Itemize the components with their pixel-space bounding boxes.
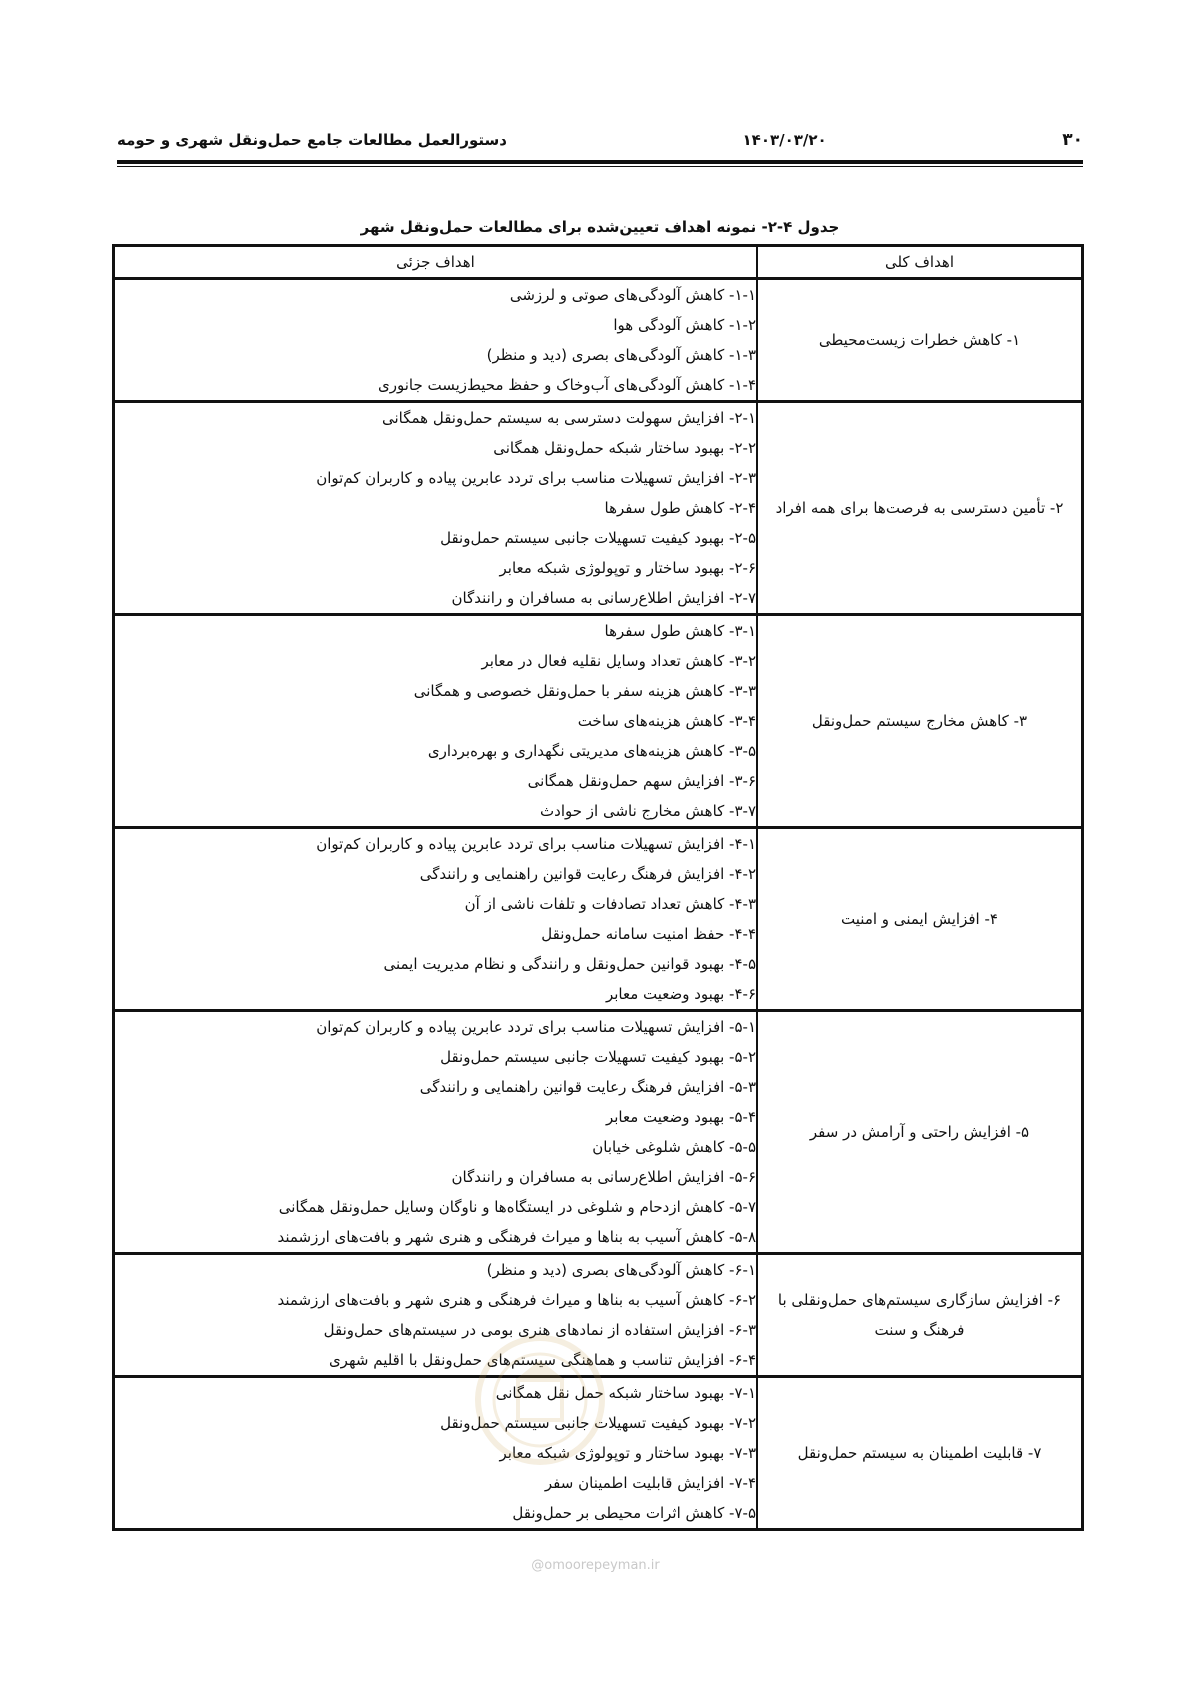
detail-goal-item: ۶-۴- افزایش تناسب و هماهنگی سیستم‌های حمل‌ونقل با اقلیم شهری	[328, 1351, 756, 1369]
detail-goals-cell	[114, 279, 758, 402]
table-row	[114, 1377, 1083, 1530]
detail-goals-cell	[114, 1011, 758, 1254]
detail-goal-item: ۲-۶- بهبود ساختار و توپولوژی شبکه معابر	[499, 559, 756, 577]
detail-goals-cell	[114, 1254, 758, 1377]
detail-goal-item: ۲-۲- بهبود ساختار شبکه حمل‌ونقل همگانی	[493, 439, 756, 457]
table-row	[114, 402, 1083, 615]
detail-goal-item: ۴-۶- بهبود وضعیت معابر	[605, 985, 756, 1003]
table-caption: جدول ۴-۲- نمونه اهداف تعیین‌شده برای مطالعات حمل‌ونقل شهر	[360, 218, 840, 236]
general-goal-cell: ۵- افزایش راحتی و آرامش در سفر	[757, 1011, 1083, 1254]
general-goal-cell: ۷- قابلیت اطمینان به سیستم حمل‌ونقل	[757, 1377, 1083, 1530]
detail-goal-item: ۲-۴- کاهش طول سفرها	[604, 499, 756, 517]
detail-goal-item: ۴-۵- بهبود قوانین حمل‌ونقل و رانندگی و نظام مدیریت ایمنی	[383, 955, 756, 973]
detail-goal-item: ۱-۲- کاهش آلودگی هوا	[613, 316, 756, 334]
detail-goal-item: ۵-۳- افزایش فرهنگ رعایت قوانین راهنمایی و رانندگی	[419, 1078, 756, 1096]
detail-goal-item: ۷-۲- بهبود کیفیت تسهیلات جانبی سیستم حمل‌ونقل	[440, 1414, 756, 1432]
header-date: ۱۴۰۳/۰۳/۲۰	[742, 131, 827, 149]
detail-goal-item: ۶-۱- کاهش آلودگی‌های بصری (دید و منظر)	[486, 1261, 756, 1279]
detail-goal-item: ۱-۳- کاهش آلودگی‌های بصری (دید و منظر)	[486, 346, 756, 364]
detail-goals-cell	[114, 402, 758, 615]
table-row	[114, 828, 1083, 1011]
general-goal-cell: ۶- افزایش سازگاری سیستم‌های حمل‌ونقلی با فرهنگ و سنت	[757, 1254, 1083, 1377]
detail-goal-item: ۲-۵- بهبود کیفیت تسهیلات جانبی سیستم حمل‌ونقل	[440, 529, 756, 547]
detail-goal-item: ۳-۴- کاهش هزینه‌های ساخت	[577, 712, 756, 730]
header-rule-thick	[117, 160, 1083, 164]
detail-goal-item: ۵-۱- افزایش تسهیلات مناسب برای تردد عابرین پیاده و کاربران کم‌توان	[316, 1018, 756, 1036]
detail-goal-item: ۳-۶- افزایش سهم حمل‌ونقل همگانی	[527, 772, 756, 790]
detail-goal-item: ۱-۱- کاهش آلودگی‌های صوتی و لرزشی	[509, 286, 756, 304]
detail-goal-item: ۲-۳- افزایش تسهیلات مناسب برای تردد عابرین پیاده و کاربران کم‌توان	[316, 469, 756, 487]
detail-goal-item: ۵-۲- بهبود کیفیت تسهیلات جانبی سیستم حمل‌ونقل	[440, 1048, 756, 1066]
general-goal-cell: ۳- کاهش مخارج سیستم حمل‌ونقل	[757, 615, 1083, 828]
general-goal-cell: ۱- کاهش خطرات زیست‌محیطی	[757, 279, 1083, 402]
goals-table	[112, 244, 1084, 1531]
detail-goal-item: ۳-۲- کاهش تعداد وسایل نقلیه فعال در معابر	[481, 652, 756, 670]
page-number: ۳۰	[1062, 130, 1083, 150]
detail-goal-item: ۳-۷- کاهش مخارج ناشی از حوادث	[540, 802, 756, 820]
table-row	[114, 1011, 1083, 1254]
detail-goal-item: ۵-۴- بهبود وضعیت معابر	[605, 1108, 756, 1126]
header-detail-goals: اهداف جزئی	[114, 246, 758, 279]
watermark-text: @omoorepeyman.ir	[531, 1558, 660, 1573]
detail-goal-item: ۵-۶- افزایش اطلاع‌رسانی به مسافران و رانندگان	[451, 1168, 756, 1186]
detail-goal-item: ۱-۴- کاهش آلودگی‌های آب‌وخاک و حفظ محیط‌زیست جانوری	[377, 376, 756, 394]
table-row	[114, 1254, 1083, 1377]
detail-goal-item: ۲-۱- افزایش سهولت دسترسی به سیستم حمل‌ونقل همگانی	[381, 409, 756, 427]
table-row	[114, 615, 1083, 828]
page-header	[117, 128, 1083, 152]
detail-goal-item: ۴-۳- کاهش تعداد تصادفات و تلفات ناشی از آن	[464, 895, 756, 913]
detail-goal-item: ۶-۲- کاهش آسیب به بناها و میراث فرهنگی و هنری شهر و بافت‌های ارزشمند	[277, 1291, 756, 1309]
detail-goal-item: ۳-۳- کاهش هزینه سفر با حمل‌ونقل خصوصی و همگانی	[413, 682, 756, 700]
document-title: دستورالعمل مطالعات جامع حمل‌ونقل شهری و حومه	[117, 131, 507, 149]
detail-goal-item: ۵-۷- کاهش ازدحام و شلوغی در ایستگاه‌ها و ناوگان وسایل حمل‌ونقل همگانی	[278, 1198, 756, 1216]
detail-goal-item: ۵-۵- کاهش شلوغی خیابان	[592, 1138, 756, 1156]
header-general-goals: اهداف کلی	[757, 246, 1083, 279]
detail-goal-item: ۷-۱- بهبود ساختار شبکه حمل نقل همگانی	[495, 1384, 756, 1402]
detail-goal-item: ۷-۳- بهبود ساختار و توپولوژی شبکه معابر	[499, 1444, 756, 1462]
detail-goals-cell	[114, 615, 758, 828]
general-goal-cell: ۴- افزایش ایمنی و امنیت	[757, 828, 1083, 1011]
detail-goal-item: ۷-۵- کاهش اثرات محیطی بر حمل‌ونقل	[512, 1504, 756, 1522]
detail-goals-cell	[114, 828, 758, 1011]
detail-goal-item: ۷-۴- افزایش قابلیت اطمینان سفر	[544, 1474, 756, 1492]
detail-goal-item: ۵-۸- کاهش آسیب به بناها و میراث فرهنگی و هنری شهر و بافت‌های ارزشمند	[277, 1228, 756, 1246]
table-body	[114, 279, 1083, 1530]
detail-goal-item: ۶-۳- افزایش استفاده از نمادهای هنری بومی در سیستم‌های حمل‌ونقل	[323, 1321, 756, 1339]
detail-goal-item: ۳-۱- کاهش طول سفرها	[604, 622, 756, 640]
detail-goal-item: ۴-۱- افزایش تسهیلات مناسب برای تردد عابرین پیاده و کاربران کم‌توان	[316, 835, 756, 853]
header-rule-thin	[117, 166, 1083, 167]
detail-goal-item: ۳-۵- کاهش هزینه‌های مدیریتی نگهداری و بهره‌برداری	[427, 742, 756, 760]
table-row	[114, 279, 1083, 402]
detail-goal-item: ۲-۷- افزایش اطلاع‌رسانی به مسافران و رانندگان	[451, 589, 756, 607]
detail-goals-cell	[114, 1377, 758, 1530]
general-goal-cell: ۲- تأمین دسترسی به فرصت‌ها برای همه افراد	[757, 402, 1083, 615]
table-header-row	[114, 246, 1083, 279]
detail-goal-item: ۴-۴- حفظ امنیت سامانه حمل‌ونقل	[541, 925, 756, 943]
detail-goal-item: ۴-۲- افزایش فرهنگ رعایت قوانین راهنمایی و رانندگی	[419, 865, 756, 883]
